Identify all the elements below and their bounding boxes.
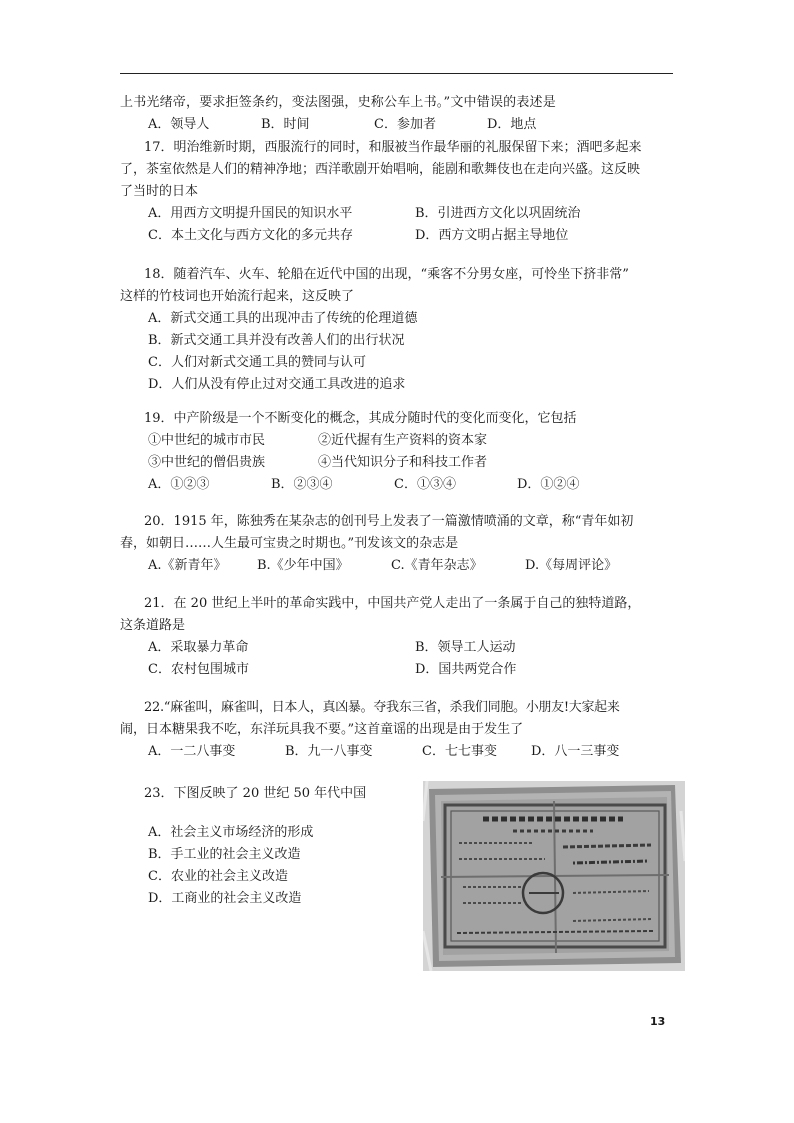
question-20 <box>120 511 680 577</box>
q16-option-a: A．领导人 <box>148 117 210 132</box>
q17-stem-line-2: 了，茶室依然是人们的精神净地；西洋歌剧开始唱响，能剧和歌舞伎也在走向兴盛。这反映 <box>120 162 641 177</box>
q23-stem: 23．下图反映了 20 世纪 50 年代中国 <box>144 786 367 801</box>
q17-option-a: A．用西方文明提升国民的知识水平 <box>148 206 353 221</box>
q22-stem-line-1: 22.“麻雀叫，麻雀叫，日本人，真凶暴。夺我东三省，杀我们同胞。小朋友!大家起来 <box>144 700 620 715</box>
question-18 <box>120 264 680 396</box>
q19-items-row-2 <box>120 452 680 474</box>
q17-options-row-1 <box>120 203 680 225</box>
question-21 <box>120 593 680 681</box>
q17-option-c: C．本土文化与西方文化的多元共存 <box>148 228 353 243</box>
q21-stem-line-1: 21．在 20 世纪上半叶的革命实践中，中国共产党人走出了一条属于自己的独特道路， <box>144 596 641 611</box>
q19-item-1: ①中世纪的城市市民 <box>148 433 266 448</box>
q21-option-a: A．采取暴力革命 <box>148 640 249 655</box>
q19-item-4: ④当代知识分子和科技工作者 <box>318 455 488 470</box>
q17-option-b: B．引进西方文化以巩固统治 <box>415 206 581 221</box>
q21-options-row-2 <box>120 659 680 681</box>
q20-option-a: A.《新青年》 <box>148 558 227 573</box>
q19-item-2: ②近代握有生产资料的资本家 <box>318 433 488 448</box>
q22-options <box>120 741 680 763</box>
q21-option-d: D．国共两党合作 <box>415 662 517 677</box>
q22-option-a: A．一二八事变 <box>148 744 236 759</box>
q22-option-d: D．八一三事变 <box>531 744 620 759</box>
question-17 <box>120 137 680 247</box>
question-16 <box>120 92 680 136</box>
q19-option-c: C．①③④ <box>394 477 456 492</box>
q21-option-b: B．领导工人运动 <box>415 640 516 655</box>
q20-stem-line-2: 春，如朝日……人生最可宝贵之时期也。”刊发该文的杂志是 <box>120 536 459 551</box>
q20-options <box>120 555 680 577</box>
q18-option-a: A．新式交通工具的出现冲击了传统的伦理道德 <box>148 311 418 326</box>
q18-stem-line-2: 这样的竹枝词也开始流行起来，这反映了 <box>120 289 355 304</box>
q22-option-c: C．七七事变 <box>422 744 497 759</box>
q19-option-a: A．①②③ <box>148 477 210 492</box>
q16-option-b: B．时间 <box>261 117 310 132</box>
q22-option-b: B．九一八事变 <box>285 744 373 759</box>
q23-option-d: D．工商业的社会主义改造 <box>148 891 302 906</box>
q17-stem-line-3: 了当时的日本 <box>120 184 199 199</box>
certificate-photo <box>423 781 685 971</box>
q20-option-c: C.《青年杂志》 <box>391 558 483 573</box>
question-22 <box>120 697 680 763</box>
q16-option-c: C．参加者 <box>374 117 436 132</box>
q21-options-row-1 <box>120 637 680 659</box>
q21-stem-line-2: 这条道路是 <box>120 618 186 633</box>
q17-option-d: D．西方文明占据主导地位 <box>415 228 569 243</box>
q17-stem-line-1: 17．明治维新时期，西服流行的同时，和服被当作最华丽的礼服保留下来；酒吧多起来 <box>144 140 642 155</box>
q18-option-d: D．人们从没有停止过对交通工具改进的追求 <box>148 377 406 392</box>
header-rule <box>120 73 673 74</box>
q19-item-3: ③中世纪的僧侣贵族 <box>148 455 266 470</box>
q17-options-row-2 <box>120 225 680 247</box>
q20-option-d: D.《每周评论》 <box>525 558 618 573</box>
q19-option-b: B．②③④ <box>271 477 333 492</box>
q23-option-c: C．农业的社会主义改造 <box>148 869 288 884</box>
q20-stem-line-1: 20．1915 年，陈独秀在某杂志的创刊号上发表了一篇激情喷涌的文章，称“青年如初 <box>144 514 634 529</box>
q23-option-b: B．手工业的社会主义改造 <box>148 847 301 862</box>
q16-options <box>120 114 680 136</box>
q22-stem-line-2: 闹，日本糖果我不吃，东洋玩具我不要。”这首童谣的出现是由于发生了 <box>120 722 524 737</box>
q21-option-c: C．农村包围城市 <box>148 662 249 677</box>
q18-option-c: C．人们对新式交通工具的赞同与认可 <box>148 355 366 370</box>
q19-stem: 19．中产阶级是一个不断变化的概念，其成分随时代的变化而变化，它包括 <box>144 411 577 426</box>
page-number: 13 <box>650 1015 666 1028</box>
q19-options <box>120 474 680 496</box>
question-23 <box>120 783 410 910</box>
q16-option-d: D．地点 <box>487 117 537 132</box>
q19-option-d: D．①②④ <box>517 477 580 492</box>
q23-option-a: A．社会主义市场经济的形成 <box>148 825 314 840</box>
q18-option-b: B．新式交通工具并没有改善人们的出行状况 <box>148 333 405 348</box>
q18-stem-line-1: 18．随着汽车、火车、轮船在近代中国的出现，“乘客不分男女座，可怜坐下挤非常” <box>144 267 629 282</box>
q19-items-row-1 <box>120 430 680 452</box>
q20-option-b: B.《少年中国》 <box>257 558 349 573</box>
question-19 <box>120 408 680 496</box>
q16-stem: 上书光绪帝，要求拒签条约，变法图强，史称公车上书。”文中错误的表述是 <box>120 95 556 110</box>
